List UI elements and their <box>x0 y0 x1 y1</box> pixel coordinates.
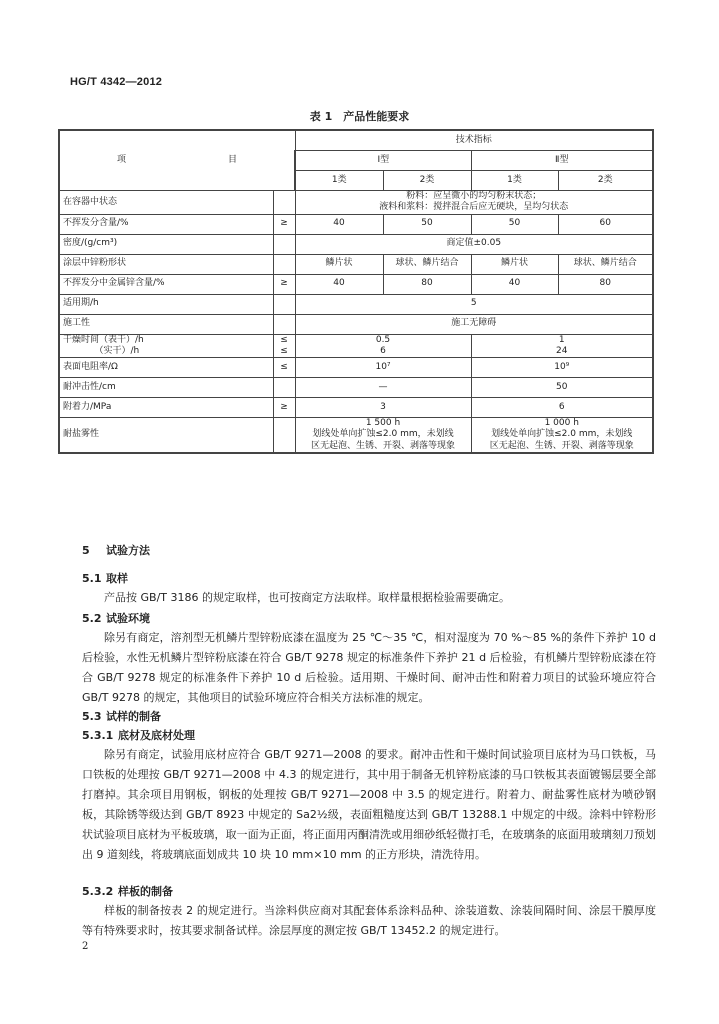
row-value: 粉料：应呈微小的均匀粉末状态； 液料和浆料：搅拌混合后应无硬块，呈均匀状态 <box>295 191 653 215</box>
row-value-type-1: 1 500 h 划线处单向扩蚀≤2.0 mm，未划线 区无起泡、生锈、开裂、剥落等现象 <box>295 418 471 453</box>
table-row <box>59 378 653 398</box>
row-operator <box>273 378 295 398</box>
table-row <box>59 398 653 418</box>
row-value: 鳞片状 <box>471 254 558 274</box>
row-value: 施工无障碍 <box>295 314 653 334</box>
row-item: 干燥时间（表干）/h （实干）/h <box>59 334 273 358</box>
row-item: 密度/(g/cm³) <box>59 234 273 254</box>
section-5-1-heading: 5.1 取样 <box>82 572 128 585</box>
table-row <box>59 254 653 274</box>
table-row <box>59 274 653 294</box>
header-class: 1类 <box>471 171 558 191</box>
table-header-row <box>59 130 653 151</box>
table-row <box>59 214 653 234</box>
row-item: 涂层中锌粉形状 <box>59 254 273 274</box>
table-row <box>59 294 653 314</box>
header-class: 2类 <box>558 171 653 191</box>
row-operator: ≤ ≤ <box>273 334 295 358</box>
row-operator <box>273 254 295 274</box>
row-item: 不挥发分中金属锌含量/% <box>59 274 273 294</box>
row-item: 表面电阻率/Ω <box>59 358 273 378</box>
header-tech: 技术指标 <box>295 130 653 151</box>
row-operator <box>273 418 295 453</box>
section-5-3-2-heading: 5.3.2 样板的制备 <box>82 885 173 898</box>
row-value: 60 <box>558 214 653 234</box>
row-value: 40 <box>295 274 383 294</box>
table-row <box>59 234 653 254</box>
row-value: 40 <box>471 274 558 294</box>
row-value: 5 <box>295 294 653 314</box>
row-item: 耐盐雾性 <box>59 418 273 453</box>
section-5-3-1-heading: 5.3.1 底材及底材处理 <box>82 729 195 742</box>
row-value-type-2: 50 <box>471 378 653 398</box>
row-value-type-1: 10⁷ <box>295 358 471 378</box>
row-operator: ≥ <box>273 214 295 234</box>
row-value-type-1: 0.5 6 <box>295 334 471 358</box>
row-item: 耐冲击性/cm <box>59 378 273 398</box>
page-number: 2 <box>82 941 89 952</box>
row-value-type-1: 3 <box>295 398 471 418</box>
table-row <box>59 191 653 215</box>
row-value-type-2: 1 24 <box>471 334 653 358</box>
row-operator <box>273 294 295 314</box>
row-item: 在容器中状态 <box>59 191 273 215</box>
row-operator: ≥ <box>273 398 295 418</box>
row-value: 80 <box>558 274 653 294</box>
section-5-1-text: 产品按 GB/T 3186 的规定取样，也可按商定方法取样。取样量根据检验需要确定。 <box>104 591 510 604</box>
table-row <box>59 358 653 378</box>
row-operator: ≤ <box>273 358 295 378</box>
header-item: 项 目 <box>59 130 295 191</box>
row-item: 附着力/MPa <box>59 398 273 418</box>
row-value: 球状、鳞片结合 <box>558 254 653 274</box>
performance-table <box>58 129 654 454</box>
row-value: 80 <box>383 274 471 294</box>
row-value: 50 <box>471 214 558 234</box>
row-operator <box>273 191 295 215</box>
table-row <box>59 418 653 453</box>
row-operator: ≥ <box>273 274 295 294</box>
row-value: 鳞片状 <box>295 254 383 274</box>
row-value: 球状、鳞片结合 <box>383 254 471 274</box>
row-operator <box>273 234 295 254</box>
row-value-type-2: 10⁹ <box>471 358 653 378</box>
section-5-3-heading: 5.3 试样的制备 <box>82 710 161 723</box>
section-5-3-1-text: 除另有商定，试验用底材应符合 GB/T 9271—2008 的要求。耐冲击性和干燥时间试验项目底材为马口铁板，马口铁板的处理按 GB/T 9271—2008 中 4.3 的规定进行，其中用于制备无机锌粉底漆的马口铁板其表面镀锡层要全部打磨掉。其余项目用钢板，钢板的处理按 GB/T 9271—2008 中 3.5 的规定进行。附着力、耐盐雾性底材为喷砂钢板，其除锈等级达到 GB/T 8923 中规定的 Sa2½级，表面粗糙度达到 GB/T 13288.1 中规定的中级。涂料中锌粉形状试验项目底材为平板玻璃，取一面为正面，将正面用丙酮清洗或用细砂纸轻微打毛，在玻璃条的底面用玻璃刻刀预划出 9 道刻线，将玻璃底面划成共 10 块 10 mm×10 mm 的正方形块，清洗待用。 <box>82 748 656 861</box>
row-item: 不挥发分含量/% <box>59 214 273 234</box>
header-class: 1类 <box>295 171 383 191</box>
row-value-type-2: 6 <box>471 398 653 418</box>
table-row <box>59 334 653 358</box>
row-value: 商定值±0.05 <box>295 234 653 254</box>
header-type-1: Ⅰ型 <box>295 151 471 171</box>
section-5-2-heading: 5.2 试验环境 <box>82 612 150 625</box>
section-5-heading: 5 试验方法 <box>82 544 150 557</box>
header-type-2: Ⅱ型 <box>471 151 653 171</box>
section-5-3-2-text: 样板的制备按表 2 的规定进行。当涂料供应商对其配套体系涂料品种、涂装道数、涂装间隔时间、涂层干膜厚度等有特殊要求时，按其要求制备试样。涂层厚度的测定按 GB/T 13452.2 的规定进行。 <box>82 904 656 937</box>
row-value-type-1: — <box>295 378 471 398</box>
row-item: 适用期/h <box>59 294 273 314</box>
row-value: 40 <box>295 214 383 234</box>
section-5-2-text: 除另有商定，溶剂型无机鳞片型锌粉底漆在温度为 25 ℃～35 ℃，相对湿度为 70 %～85 %的条件下养护 10 d 后检验，水性无机鳞片型锌粉底漆在符合 GB/T 9278 规定的标准条件下养护 21 d 后检验，有机鳞片型锌粉底漆在符合 GB/T 9278 规定的标准条件下养护 10 d 后检验。适用期、干燥时间、耐冲击性和附着力项目的试验环境应符合 GB/T 9278 的规定，其他项目的试验环境应符合相关方法标准的规定。 <box>82 631 656 704</box>
row-item: 施工性 <box>59 314 273 334</box>
table-caption: 表 1 产品性能要求 <box>309 110 410 123</box>
row-value-type-2: 1 000 h 划线处单向扩蚀≤2.0 mm，未划线 区无起泡、生锈、开裂、剥落等现象 <box>471 418 653 453</box>
header-class: 2类 <box>383 171 471 191</box>
table-row <box>59 314 653 334</box>
row-value: 50 <box>383 214 471 234</box>
standard-header: HG/T 4342—2012 <box>70 76 163 88</box>
row-operator <box>273 314 295 334</box>
